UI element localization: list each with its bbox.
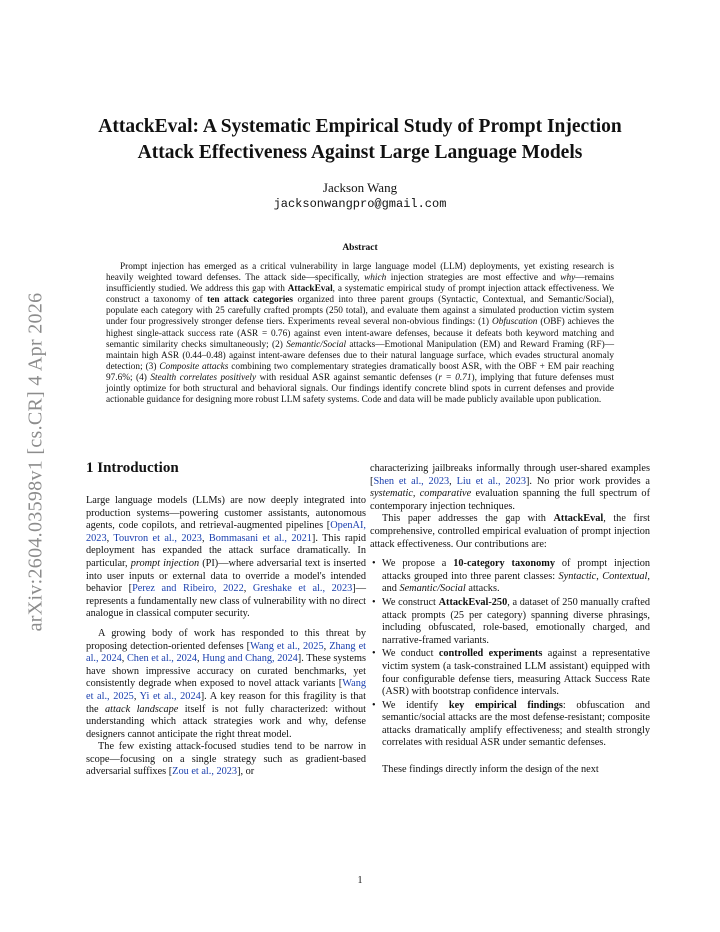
body-text: ,	[197, 653, 203, 665]
list-item	[370, 648, 650, 698]
page-number: 1	[357, 875, 363, 886]
body-text: against a representative victim system (a task-constrained LLM assistant) equipped with four configurable defense tiers, measuring Attack Success Rate (ASR) with bootstrap confidence intervals.	[382, 648, 650, 698]
body-text: This paper addresses the gap with	[382, 513, 554, 525]
intro-paragraph-5: These findings directly inform the design of the next	[382, 764, 599, 776]
body-text: ,	[121, 653, 127, 665]
body-text: characterizing jailbreaks informally through user-shared examples [	[370, 463, 650, 487]
body-bold: AttackEval-250	[438, 596, 508, 608]
citation-link[interactable]: Greshake et al., 2023	[252, 583, 353, 595]
body-text: ,	[323, 640, 330, 652]
body-text: We conduct	[382, 648, 439, 660]
arxiv-identifier: arXiv:2604.03598v1 [cs.CR] 4 Apr 2026	[24, 292, 47, 632]
citation-link[interactable]: Perez and Ribeiro, 2022	[132, 583, 244, 595]
abstract-emph: Composite attacks	[159, 361, 229, 372]
body-text: , a dataset of 250 manually crafted attack prompts (25 per category) spanning diverse phrasings, including obfuscated, role-based, emotionally charged, and narrative-framed variants.	[382, 596, 650, 646]
body-text: The few existing attack-focused studies tend to be narrow in scope—focusing on a single strategy such as gradient-based adversarial suffixes [	[86, 741, 366, 778]
citation-link[interactable]: Wang et al., 2025	[250, 640, 324, 652]
body-text: : obfuscation and semantic/social attacks are the most defense-resistant; composite attacks dramatically amplify effectiveness; and stealth strongly correlates with residual ASR under semantic defenses.	[382, 699, 650, 749]
body-text: A growing body of work has responded to this threat by proposing detection-oriented defenses [	[86, 627, 366, 652]
body-bold: key empirical findings	[448, 699, 563, 711]
body-text: ]. This rapid deployment has expanded the attack surface dramatically. In particular,	[86, 532, 366, 569]
abstract-text: with residual ASR against semantic defenses (	[256, 372, 439, 383]
left-column	[86, 458, 366, 779]
intro-paragraph-3	[86, 741, 366, 779]
paper-title	[70, 114, 650, 166]
citation-link[interactable]: Zhang et al., 2024	[86, 640, 367, 665]
title-line-2: Attack Effectiveness Against Large Language Models	[137, 142, 583, 163]
abstract-text: —remains insufficiently studied. We address this gap with	[106, 273, 615, 295]
right-column	[370, 463, 650, 777]
citation-link[interactable]: Zou et al., 2023	[172, 766, 238, 778]
body-text: ], or	[237, 766, 255, 778]
body-text: ,	[201, 532, 209, 544]
body-text: ]. These systems have shown impressive accuracy on curated benchmarks, yet consistently degrade when exposed to novel attack variants [	[86, 653, 366, 690]
abstract-text: organized into three parent groups (Syntactic, Contextual, and Semantic/Social), populate each category with 25 carefully crafted prompts (250 total), and evaluate them against a simulated production victim system under four progressively stronger defense tiers. Experiments reveal several non-obvious findings: (1)	[106, 295, 614, 328]
citation-link[interactable]: Touvron et al., 2023	[113, 532, 202, 544]
abstract-text: attacks—Emotional Manipulation (EM) and Reward Framing (RF)—maintain high ASR (0.44–0.48) against intent-aware defenses due to their natural language surface, which evades structural anomaly detection; (3)	[106, 339, 614, 372]
abstract-bold: ten attack categories	[207, 295, 294, 306]
body-text: We identify	[382, 699, 449, 711]
abstract-emph: r = 0.71	[438, 372, 472, 383]
body-text: Large language models (LLMs) are now deeply integrated into production systems—powering customer assistants, autonomous agents, code copilots, and retrieval-augmented pipelines [	[86, 495, 366, 532]
body-text: attacks.	[465, 583, 500, 595]
body-text: , the first comprehensive, controlled empirical evaluation of prompt injection attack effectiveness. Our contributions are:	[370, 513, 650, 550]
citation-link[interactable]: Wang et al., 2025	[86, 678, 366, 702]
author-email: jacksonwangpro@gmail.com	[273, 197, 447, 211]
citation-link[interactable]: Yi et al., 2024	[139, 690, 201, 702]
body-emph: attack landscape	[105, 703, 179, 715]
title-line-1: AttackEval: A Systematic Empirical Study of Prompt Injection	[98, 116, 622, 137]
body-emph: Syntactic	[558, 570, 597, 582]
body-text: ,	[133, 690, 140, 702]
citation-link[interactable]: Hung and Chang, 2024	[202, 653, 298, 665]
abstract-body	[106, 262, 614, 406]
body-text: , and	[382, 570, 650, 595]
abstract-emph: which	[364, 273, 387, 284]
body-text: itself is not fully characterized: without understanding which attack strategies work and why, defense designers cannot anticipate the right threat model.	[86, 703, 367, 740]
citation-link[interactable]: Bommasani et al., 2021	[208, 532, 312, 544]
citation-link[interactable]: Chen et al., 2024	[126, 653, 198, 665]
body-text: We propose a	[382, 558, 454, 570]
body-text: ,	[243, 583, 253, 595]
body-bold: AttackEval	[553, 513, 604, 525]
citation-link[interactable]: OpenAI, 2023	[86, 520, 366, 544]
body-emph: systematic, comparative	[370, 488, 472, 500]
body-text: ]. No prior work provides a	[526, 475, 650, 487]
abstract-heading: Abstract	[342, 243, 378, 253]
abstract-emph: Semantic/Social	[286, 339, 347, 350]
abstract-text: injection strategies are most effective and	[386, 273, 561, 284]
abstract-text: combining two complementary strategies dramatically boost ASR, with the OBF + EM pair reaching 97.6%; (4)	[106, 361, 614, 383]
intro-paragraph-3-cont	[370, 463, 650, 513]
section-heading-introduction: 1 Introduction	[86, 460, 179, 476]
body-text: ]—represents a fundamentally new class of vulnerability with no direct analogue in classical computer security.	[86, 583, 366, 620]
intro-paragraph-4	[370, 513, 650, 551]
intro-paragraph-2	[86, 628, 366, 741]
list-item	[370, 597, 650, 647]
contributions-list	[370, 558, 650, 750]
intro-paragraph-1	[86, 495, 366, 621]
list-item	[370, 558, 650, 596]
abstract-emph: Stealth correlates positively	[150, 372, 257, 383]
body-text: evaluation spanning the full spectrum of contemporary injection techniques.	[370, 488, 650, 512]
abstract-text: ), implying that future defenses must jointly optimize for both structural and behavioral signals. Our findings identify concrete blind spots in current defenses and provide actionable guidance for designing more robust LLM safety systems. Code and data will be made publicly available upon publication.	[106, 372, 615, 406]
body-text: ,	[449, 475, 457, 487]
body-text: of prompt injection attacks grouped into three parent classes:	[382, 558, 650, 582]
body-bold: 10-category taxonomy	[453, 558, 556, 570]
citation-link[interactable]: Shen et al., 2023	[373, 475, 450, 487]
list-item	[370, 700, 650, 750]
author-name: Jackson Wang	[322, 180, 398, 195]
body-text: ,	[106, 532, 114, 544]
abstract-text: Prompt injection has emerged as a critical vulnerability in large language model (LLM) deployments, yet existing research is heavily weighted toward defenses. The attack side—specifically,	[106, 262, 614, 284]
abstract-emph: Obfuscation	[491, 317, 538, 328]
body-emph: Semantic/Social	[399, 583, 466, 595]
body-text: We construct	[382, 596, 439, 608]
body-text: (PI)—where adversarial text is inserted into user inputs or external data to override a model's intended behavior [	[86, 557, 367, 595]
abstract-emph: why	[560, 273, 576, 284]
body-text: ,	[596, 570, 603, 582]
body-emph: Contextual	[602, 570, 648, 582]
abstract-text: (OBF) achieves the highest single-attack success rate (ASR = 0.76) against even intent-aware defenses, because it defeats both keyword matching and semantic similarity checks simultaneously; (2)	[106, 317, 614, 350]
abstract-text: , a systematic empirical study of prompt injection attack effectiveness. We construct a taxonomy of	[106, 284, 614, 306]
body-text: ]. A key reason for this fragility is that the	[86, 690, 366, 715]
abstract-bold: AttackEval	[287, 284, 333, 295]
body-bold: controlled experiments	[438, 648, 543, 660]
arxiv-sidebar	[14, 258, 58, 666]
citation-link[interactable]: Liu et al., 2023	[456, 475, 526, 487]
body-emph: prompt injection	[130, 557, 200, 569]
